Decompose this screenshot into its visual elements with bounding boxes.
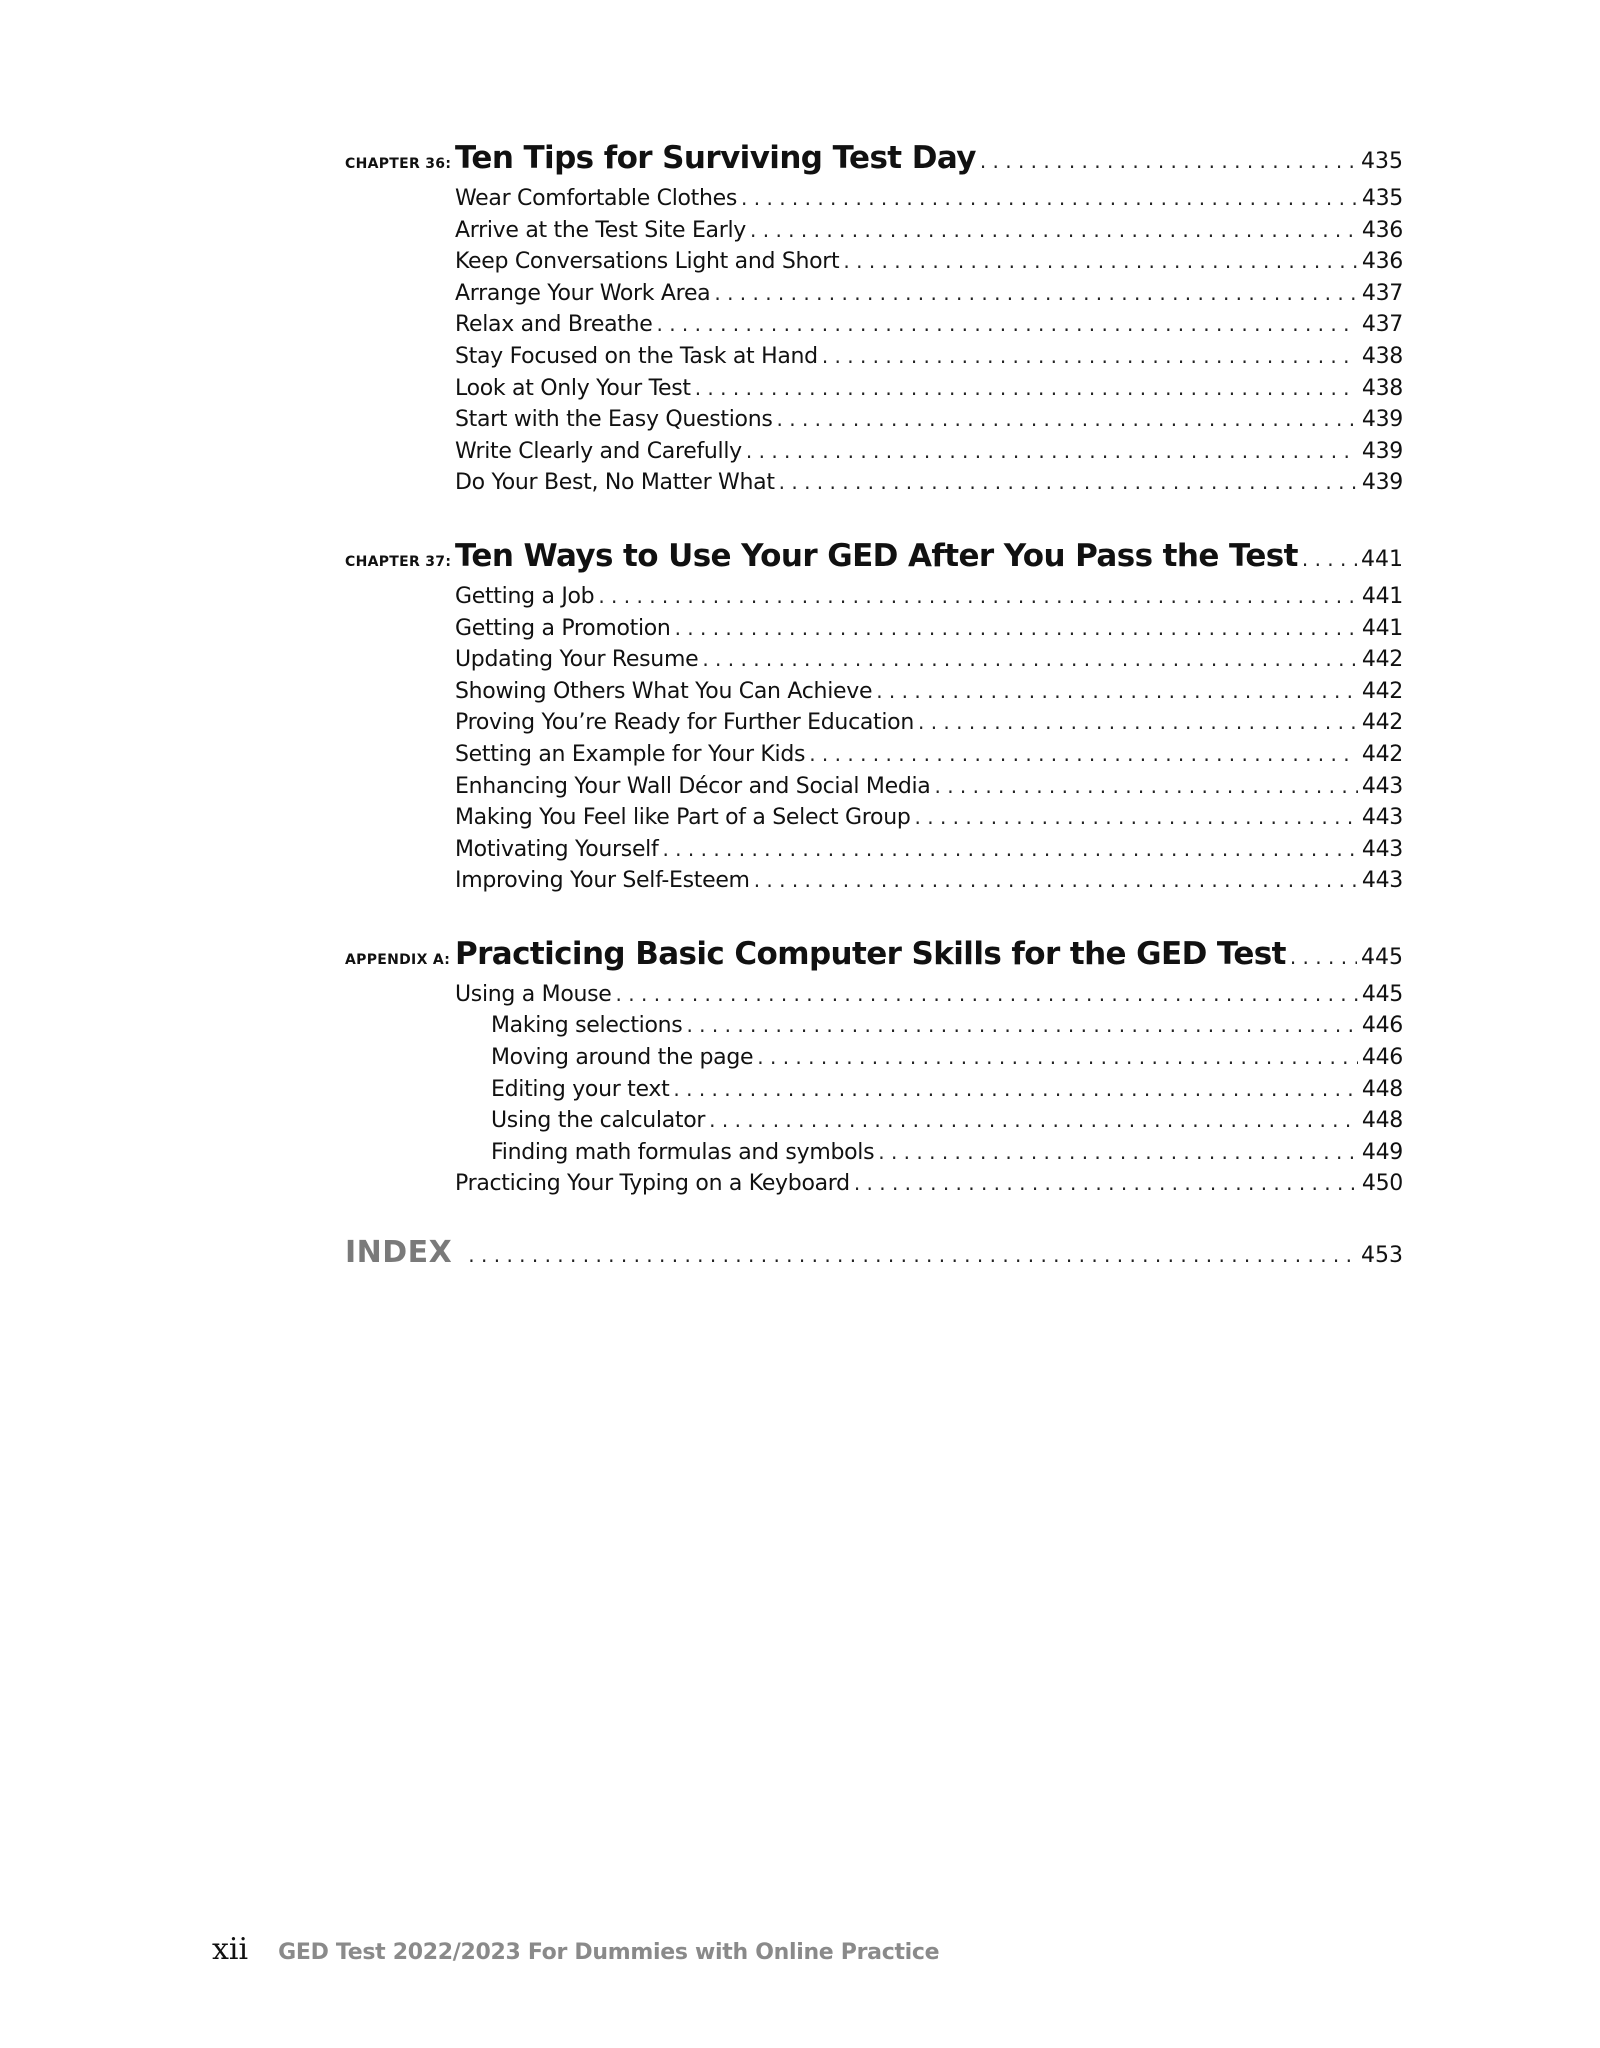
entry-page-number: 441 xyxy=(1361,615,1403,641)
dot-leader xyxy=(777,407,1358,431)
entry-page-number: 442 xyxy=(1361,678,1403,704)
entry-page-number: 445 xyxy=(1361,981,1403,1007)
dot-leader xyxy=(822,344,1358,368)
dot-leader xyxy=(673,1077,1358,1101)
dot-leader xyxy=(675,616,1358,640)
toc-entry[interactable] xyxy=(455,742,1403,774)
dot-leader xyxy=(809,742,1358,766)
entry-page-number: 437 xyxy=(1361,312,1403,338)
toc-entry[interactable] xyxy=(455,407,1403,439)
entry-page-number: 450 xyxy=(1361,1171,1403,1197)
entry-title: Getting a Job xyxy=(455,583,595,609)
toc-subentry[interactable] xyxy=(491,1077,1403,1109)
entry-title: Using a Mouse xyxy=(455,981,612,1007)
toc-entry[interactable] xyxy=(455,312,1403,344)
dot-leader xyxy=(686,1013,1357,1037)
dot-leader xyxy=(980,149,1357,173)
dot-leader xyxy=(876,679,1358,703)
entry-title: Making You Feel like Part of a Select Group xyxy=(455,805,911,831)
entry-title: Write Clearly and Carefully xyxy=(455,438,742,464)
index-title: INDEX xyxy=(345,1235,453,1271)
entry-title: Using the calculator xyxy=(491,1108,706,1134)
toc-subentry[interactable] xyxy=(491,1108,1403,1140)
dot-leader xyxy=(598,584,1358,608)
entry-title: Enhancing Your Wall Décor and Social Media xyxy=(455,773,931,799)
entry-page-number: 443 xyxy=(1361,773,1403,799)
toc-subentry[interactable] xyxy=(491,1013,1403,1045)
page-footer xyxy=(212,1932,939,1967)
toc-subentry[interactable] xyxy=(491,1140,1403,1172)
toc-sections xyxy=(345,140,1403,1203)
entry-title: Moving around the page xyxy=(491,1045,754,1071)
toc-entry[interactable] xyxy=(455,868,1403,900)
dot-leader xyxy=(695,376,1358,400)
dot-leader xyxy=(750,218,1358,242)
entry-page-number: 441 xyxy=(1361,583,1403,609)
entry-page-number: 435 xyxy=(1361,186,1403,211)
dot-leader xyxy=(779,470,1358,494)
dot-leader xyxy=(746,439,1358,463)
entry-title: Proving You’re Ready for Further Education xyxy=(455,710,914,736)
dot-leader xyxy=(702,647,1358,671)
chapter-page-number: 435 xyxy=(1361,149,1403,174)
entry-page-number: 439 xyxy=(1361,470,1403,496)
toc-entry[interactable] xyxy=(455,249,1403,281)
chapter-title: Ten Ways to Use Your GED After You Pass the Test xyxy=(455,537,1298,574)
dot-leader xyxy=(616,982,1358,1006)
entry-page-number: 442 xyxy=(1361,710,1403,736)
dot-leader xyxy=(754,868,1358,892)
toc-entry[interactable] xyxy=(455,376,1403,408)
entry-page-number: 443 xyxy=(1361,805,1403,831)
toc-section xyxy=(345,936,1403,1203)
chapter-heading[interactable] xyxy=(345,538,1403,584)
entry-title: Relax and Breathe xyxy=(455,312,653,338)
entry-title: Look at Only Your Test xyxy=(455,375,691,401)
chapter-label: APPENDIX A: xyxy=(345,951,451,968)
dot-leader xyxy=(709,1108,1358,1132)
entry-title: Setting an Example for Your Kids xyxy=(455,741,806,767)
toc-entry[interactable] xyxy=(455,186,1403,218)
toc-section xyxy=(345,140,1403,502)
chapter-title: Practicing Basic Computer Skills for the GED Test xyxy=(455,935,1286,972)
toc-entry[interactable] xyxy=(455,584,1403,616)
entry-title: Start with the Easy Questions xyxy=(455,407,773,433)
entry-title: Editing your text xyxy=(491,1076,670,1102)
entry-page-number: 436 xyxy=(1361,249,1403,275)
page-folio: xii xyxy=(212,1932,249,1967)
entry-page-number: 438 xyxy=(1361,375,1403,401)
toc-entry[interactable] xyxy=(455,344,1403,376)
chapter-label: CHAPTER 37: xyxy=(345,553,452,570)
entry-page-number: 439 xyxy=(1361,407,1403,433)
toc-entry[interactable] xyxy=(455,774,1403,806)
entry-page-number: 448 xyxy=(1361,1076,1403,1102)
toc-section xyxy=(345,538,1403,900)
toc-entry[interactable] xyxy=(455,281,1403,313)
entry-title: Practicing Your Typing on a Keyboard xyxy=(455,1171,850,1197)
chapter-page-number: 441 xyxy=(1361,546,1403,572)
entry-page-number: 437 xyxy=(1361,280,1403,306)
index-entry[interactable] xyxy=(345,1235,1403,1281)
toc-entry[interactable] xyxy=(455,616,1403,648)
dot-leader xyxy=(843,249,1358,273)
dot-leader xyxy=(657,312,1358,336)
entry-page-number: 449 xyxy=(1361,1139,1403,1165)
toc-entry[interactable] xyxy=(455,710,1403,742)
dot-leader xyxy=(915,805,1358,829)
dot-leader xyxy=(468,1243,1357,1267)
toc-entry[interactable] xyxy=(455,679,1403,711)
toc-entry[interactable] xyxy=(455,982,1403,1014)
chapter-page-number: 445 xyxy=(1361,944,1403,970)
entry-page-number: 446 xyxy=(1361,1045,1403,1071)
entry-page-number: 436 xyxy=(1361,217,1403,243)
entry-title: Stay Focused on the Task at Hand xyxy=(455,343,818,369)
toc-subentry[interactable] xyxy=(491,1045,1403,1077)
entry-title: Improving Your Self-Esteem xyxy=(455,868,750,894)
dot-leader xyxy=(878,1140,1358,1164)
entry-title: Arrange Your Work Area xyxy=(455,280,711,306)
entry-page-number: 446 xyxy=(1361,1013,1403,1039)
entry-title: Finding math formulas and symbols xyxy=(491,1139,875,1165)
dot-leader xyxy=(854,1171,1358,1195)
entry-page-number: 448 xyxy=(1361,1108,1403,1134)
dot-leader xyxy=(741,186,1358,210)
toc-entry[interactable] xyxy=(455,805,1403,837)
entry-page-number: 442 xyxy=(1361,647,1403,673)
chapter-heading[interactable] xyxy=(345,140,1403,186)
entry-title: Do Your Best, No Matter What xyxy=(455,470,775,496)
dot-leader xyxy=(934,774,1357,798)
dot-leader xyxy=(1302,547,1357,571)
toc-entry[interactable] xyxy=(455,837,1403,869)
chapter-title: Ten Tips for Surviving Test Day xyxy=(455,140,976,176)
entry-page-number: 438 xyxy=(1361,343,1403,369)
entry-page-number: 443 xyxy=(1361,836,1403,862)
toc-entry[interactable] xyxy=(455,218,1403,250)
entry-title: Making selections xyxy=(491,1013,683,1039)
entry-title: Motivating Yourself xyxy=(455,836,659,862)
toc-entry[interactable] xyxy=(455,647,1403,679)
running-book-title: GED Test 2022/2023 For Dummies with Online Practice xyxy=(278,1940,940,1965)
entry-title: Updating Your Resume xyxy=(455,647,699,673)
entry-title: Keep Conversations Light and Short xyxy=(455,249,840,275)
dot-leader xyxy=(918,710,1358,734)
dot-leader xyxy=(757,1045,1358,1069)
entry-page-number: 443 xyxy=(1361,868,1403,894)
entry-page-number: 439 xyxy=(1361,438,1403,464)
entry-page-number: 442 xyxy=(1361,741,1403,767)
entry-title: Arrive at the Test Site Early xyxy=(455,217,747,243)
entry-title: Getting a Promotion xyxy=(455,615,671,641)
toc-entry[interactable] xyxy=(455,439,1403,471)
chapter-label: CHAPTER 36: xyxy=(345,156,452,172)
table-of-contents xyxy=(345,140,1403,1281)
dot-leader xyxy=(662,837,1357,861)
dot-leader xyxy=(714,281,1358,305)
toc-entry[interactable] xyxy=(455,470,1403,502)
toc-entry[interactable] xyxy=(455,1171,1403,1203)
chapter-heading[interactable] xyxy=(345,936,1403,982)
entry-title: Showing Others What You Can Achieve xyxy=(455,678,873,704)
dot-leader xyxy=(1290,945,1357,969)
index-page-number: 453 xyxy=(1361,1243,1403,1269)
entry-title: Wear Comfortable Clothes xyxy=(455,186,738,211)
